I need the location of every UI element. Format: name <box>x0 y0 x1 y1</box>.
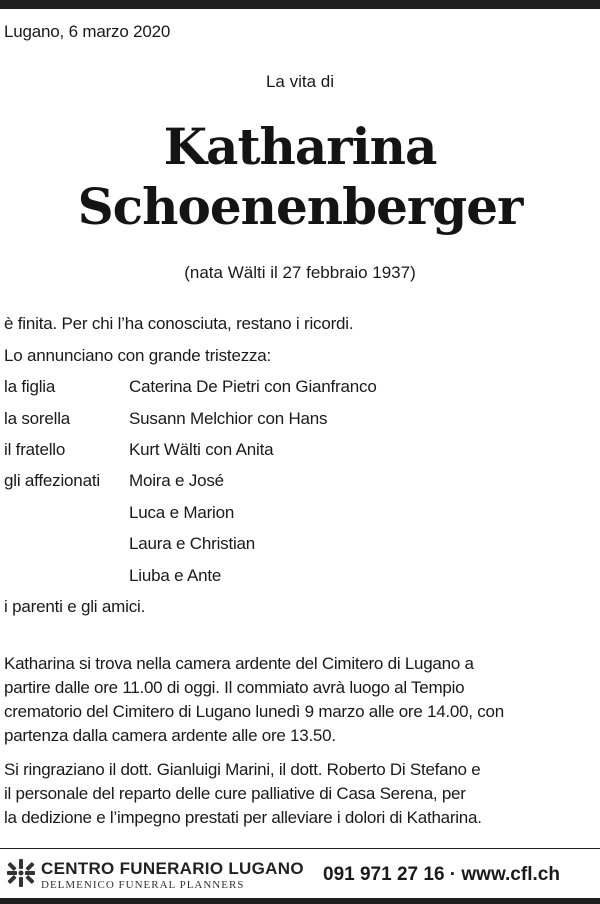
deceased-last-name: Schoenenberger <box>77 177 523 236</box>
footer-rule <box>0 848 600 849</box>
paragraph-line: la dedizione e l’impegno prestati per alleviare i dolori di Katharina. <box>4 808 482 827</box>
bottom-border <box>0 898 600 904</box>
paragraph-line: partire dalle ore 11.00 di oggi. Il commiato avrà luogo al Tempio <box>4 678 465 697</box>
birth-note: (nata Wälti il 27 febbraio 1937) <box>184 263 416 282</box>
paragraph-line: partenza dalla camera ardente alle ore 13.50. <box>4 726 336 745</box>
relative-label: la figlia <box>4 377 56 396</box>
closing-line: i parenti e gli amici. <box>4 597 146 616</box>
cross-flower-icon <box>6 858 36 888</box>
dateline: Lugano, 6 marzo 2020 <box>4 22 171 41</box>
paragraph-line: Si ringraziano il dott. Gianluigi Marini, il dott. Roberto Di Stefano e <box>4 760 481 779</box>
top-border <box>0 0 600 9</box>
relative-names: Kurt Wälti con Anita <box>129 440 274 459</box>
announcement-line-1: è finita. Per chi l’ha conosciuta, restano i ricordi. <box>4 314 354 333</box>
relative-label: la sorella <box>4 409 71 428</box>
thanks-paragraph <box>4 758 596 830</box>
relative-names: Liuba e Ante <box>129 566 222 585</box>
relative-label: gli affezionati <box>4 471 100 490</box>
announcement-line-2: Lo annunciano con grande tristezza: <box>4 346 272 365</box>
brand-subtitle: DELMENICO FUNERAL PLANNERS <box>41 879 245 891</box>
contact-info: 091 971 27 16 · www.cfl.ch <box>323 864 560 885</box>
relative-names: Caterina De Pietri con Gianfranco <box>129 377 377 396</box>
funeral-home-footer <box>0 850 600 898</box>
relative-names: Laura e Christian <box>129 534 256 553</box>
paragraph-line: Katharina si trova nella camera ardente del Cimitero di Lugano a <box>4 654 474 673</box>
paragraph-line: crematorio del Cimitero di Lugano lunedì 9 marzo alle ore 14.00, con <box>4 702 504 721</box>
intro-text: La vita di <box>265 72 335 91</box>
ceremony-paragraph <box>4 652 596 748</box>
relative-label: il fratello <box>4 440 66 459</box>
relative-names: Susann Melchior con Hans <box>129 409 328 428</box>
relative-names: Moira e José <box>129 471 224 490</box>
paragraph-line: il personale del reparto delle cure palliative di Casa Serena, per <box>4 784 466 803</box>
brand-name: CENTRO FUNERARIO LUGANO <box>41 859 304 878</box>
relative-names: Luca e Marion <box>129 503 235 522</box>
deceased-first-name: Katharina <box>163 117 437 176</box>
